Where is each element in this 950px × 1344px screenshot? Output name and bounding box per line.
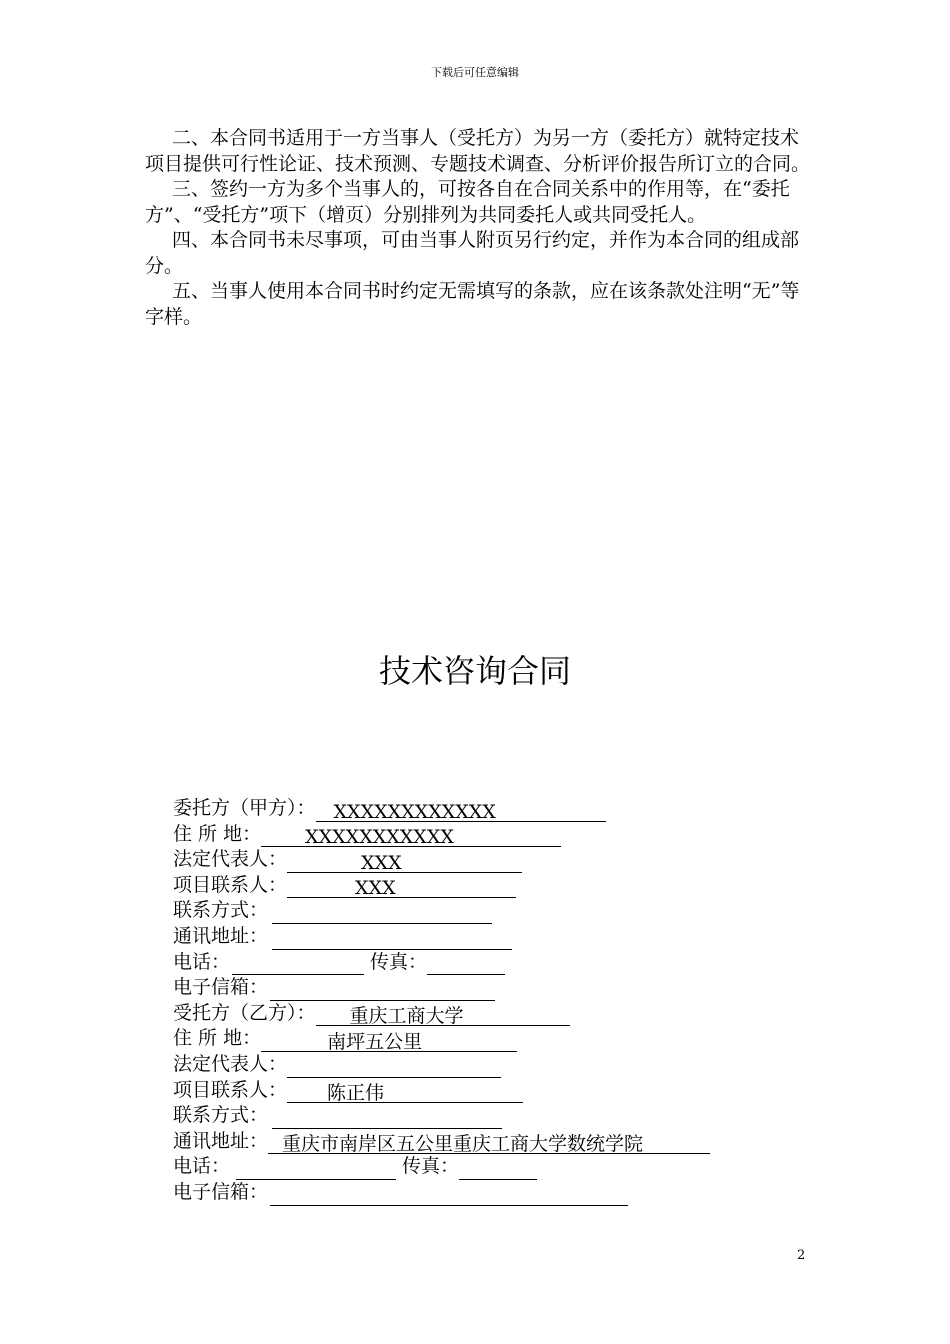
party-b-trustee-row: [173, 1001, 813, 1027]
field-value: 陈正伟: [327, 1082, 385, 1105]
field-label: 项目联系人：: [173, 873, 288, 896]
field-value: 重庆工商大学: [349, 1005, 464, 1028]
legal-rep-field[interactable]: [287, 1057, 501, 1078]
client-name-field[interactable]: [316, 801, 606, 822]
party-a-email-row: [173, 975, 813, 1001]
field-label: 联系方式：: [173, 1104, 269, 1127]
field-label: 电子信箱：: [173, 1180, 269, 1203]
mail-address-field[interactable]: [268, 1133, 710, 1154]
party-a-client-row: [173, 796, 813, 822]
party-info-form: [173, 796, 813, 1206]
page-number: 2: [797, 1248, 806, 1263]
note-paragraph: 四、本合同书未尽事项，可由当事人附页另行约定，并作为本合同的组成部分。: [145, 229, 800, 277]
party-b-mail-row: [173, 1129, 813, 1155]
field-label: 电话：: [173, 950, 231, 973]
party-b-contact-row: [173, 1078, 813, 1104]
party-b-legal-rep-row: [173, 1052, 813, 1078]
field-value: 南坪五公里: [327, 1030, 423, 1053]
field-label: 项目联系人：: [173, 1078, 288, 1101]
fax-field[interactable]: [459, 1159, 537, 1180]
email-field[interactable]: [270, 1185, 628, 1206]
field-label: 受托方（乙方）：: [173, 1001, 316, 1024]
party-a-contact-method-row: [173, 898, 813, 924]
field-label: 法定代表人：: [173, 848, 288, 871]
party-b-address-row: [173, 1026, 813, 1052]
notes-section: [145, 126, 815, 330]
contact-method-field[interactable]: [272, 1108, 502, 1129]
field-label: 电子信箱：: [173, 976, 269, 999]
note-paragraph: 五、当事人使用本合同书时约定无需填写的条款，应在该条款处注明“无”等字样。: [145, 280, 800, 328]
field-value: XXX: [361, 851, 402, 874]
contact-method-field[interactable]: [272, 903, 492, 924]
party-a-phone-fax-row: [173, 950, 813, 976]
note-paragraph: 二、本合同书适用于一方当事人（受托方）为另一方（委托方）就特定技术项目提供可行性论证、技术预测、专题技术调查、分析评价报告所订立的合同。: [145, 127, 811, 175]
note-paragraph: 三、签约一方为多个当事人的，可按各自在合同关系中的作用等，在“委托方”、“受托方”项下（增页）分别排列为共同委托人或共同受托人。: [145, 178, 790, 226]
contact-person-field[interactable]: [287, 1082, 523, 1103]
contact-person-field[interactable]: [287, 877, 516, 898]
party-b-phone-fax-row: [173, 1154, 813, 1180]
field-value: XXX: [355, 877, 396, 900]
field-label: 住 所 地：: [173, 822, 262, 845]
field-label: 电话：: [173, 1155, 231, 1178]
address-field[interactable]: [261, 826, 561, 847]
field-label: 联系方式：: [173, 899, 269, 922]
field-label: 传真：: [402, 1155, 460, 1178]
mail-address-field[interactable]: [272, 929, 512, 950]
party-b-email-row: [173, 1180, 813, 1206]
field-label: 通讯地址：: [173, 924, 269, 947]
party-a-contact-row: [173, 873, 813, 899]
field-label: 通讯地址：: [173, 1129, 269, 1152]
field-value: 重庆市南岸区五公里重庆工商大学数统学院: [282, 1133, 644, 1156]
phone-field[interactable]: [236, 1159, 396, 1180]
party-a-legal-rep-row: [173, 847, 813, 873]
field-label: 住 所 地：: [173, 1027, 262, 1050]
email-field[interactable]: [270, 980, 495, 1001]
document-title: 技术咨询合同: [378, 652, 571, 690]
party-a-address-row: [173, 822, 813, 848]
field-label: 委托方（甲方）：: [173, 797, 316, 819]
field-label: 法定代表人：: [173, 1052, 288, 1075]
page-header: 下载后可任意编辑: [431, 66, 519, 79]
fax-field[interactable]: [427, 954, 505, 975]
field-label: 传真：: [370, 950, 428, 973]
legal-rep-field[interactable]: [287, 852, 522, 873]
party-b-contact-method-row: [173, 1103, 813, 1129]
phone-field[interactable]: [232, 954, 364, 975]
field-value: XXXXXXXXXXXX: [333, 800, 496, 823]
party-a-mail-row: [173, 924, 813, 950]
field-value: XXXXXXXXXXX: [305, 826, 454, 849]
address-field[interactable]: [261, 1031, 517, 1052]
trustee-name-field[interactable]: [316, 1005, 570, 1026]
